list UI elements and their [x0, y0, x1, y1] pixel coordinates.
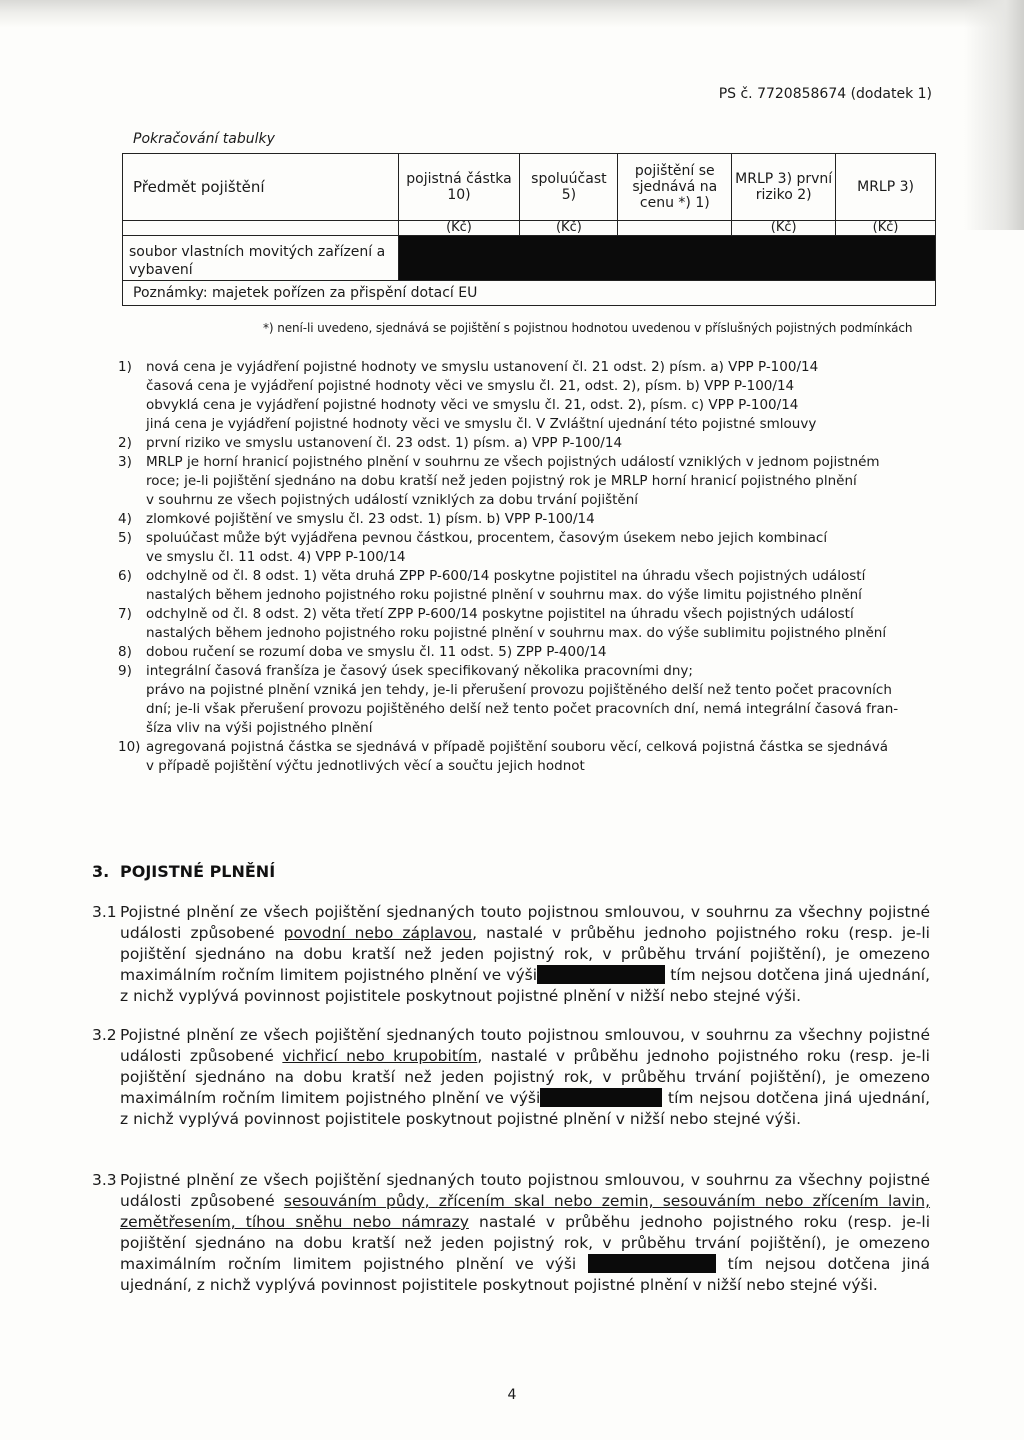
redacted-values — [398, 236, 935, 281]
footnote-number: 6) — [118, 568, 132, 584]
clause-3-2 — [92, 1025, 930, 1130]
table-notes: Poznámky: majetek pořízen za přispění dotací EU — [123, 281, 936, 306]
footnote-line: první riziko ve smyslu ustanovení čl. 23 odst. 1) písm. a) VPP P-100/14 — [146, 435, 623, 451]
clause-text: Pojistné plnění ze všech pojištění sjednaných touto pojistnou smlouvou, v souhrnu za všechny pojistné události způsobené sesouváním půdy, zřícením skal nebo zemin, sesouváním nebo zřícením lavin, zemětřesením, tíhou sněhu nebo námrazy nastalé v průběhu jednoho pojistného roku (resp. je-li pojištění sjednáno na dobu kratší než jeden pojistný rok, v průběhu trvání pojištění), je omezeno maximálním ročním limitem pojistného plnění ve výši tím nejsou dotčena jiná ujednání, z nichž vyplývá povinnost pojistitele poskytnout pojistné plnění v nižší nebo stejné výši. — [120, 1171, 931, 1294]
header-subject: Předmět pojištění — [123, 154, 399, 221]
clause-number: 3.2 — [92, 1026, 117, 1044]
unit-cell-empty — [123, 221, 399, 236]
redacted-amount — [588, 1254, 716, 1273]
footnote-line: obvyklá cena je vyjádření pojistné hodnoty věci ve smyslu čl. 21, odst. 2), písm. c) VPP P-100/14 — [146, 397, 799, 413]
unit-cell: (Kč) — [836, 221, 936, 236]
footnote-line: odchylně od čl. 8 odst. 2) věta třetí ZPP P-600/14 poskytne pojistitel na úhradu všech pojistných událostí — [146, 606, 854, 622]
unit-cell-empty — [618, 221, 732, 236]
clause-number: 3.3 — [92, 1171, 117, 1189]
clause-underlined-term: povodní nebo záplavou — [283, 924, 473, 942]
footnote-item — [118, 529, 938, 567]
footnote-line: nová cena je vyjádření pojistné hodnoty ve smyslu ustanovení čl. 21 odst. 2) písm. a) VPP P-100/14 — [146, 359, 819, 375]
footnote-line: jiná cena je vyjádření pojistné hodnoty věci ve smyslu čl. V Zvláštní ujednání této pojistné smlouvy — [146, 416, 817, 432]
header-mrlp-first-risk: MRLP 3) první riziko 2) — [732, 154, 836, 221]
footnote-line: odchylně od čl. 8 odst. 1) věta druhá ZPP P-600/14 poskytne pojistitel na úhradu všech pojistných událostí — [146, 568, 866, 584]
section-number: 3. — [92, 862, 110, 881]
footnote-number: 7) — [118, 606, 132, 622]
footnote-number: 10) — [118, 739, 141, 755]
footnote-text — [146, 453, 938, 510]
document-reference: PS č. 7720858674 (dodatek 1) — [718, 86, 932, 102]
clause-3-3 — [92, 1170, 930, 1296]
footnote-line: MRLP je horní hranicí pojistného plnění v souhrnu ze všech pojistných událostí vzniklých v jednom pojistném — [146, 454, 880, 470]
clause-underlined-term: sesouváním půdy, zřícením skal nebo zemin, sesouváním nebo zřícením lavin, zemětřesením, tíhou sněhu nebo námrazy — [120, 1192, 931, 1231]
clause-text: Pojistné plnění ze všech pojištění sjednaných touto pojistnou smlouvou, v souhrnu za všechny pojistné události způsobené povodní nebo záplavou, nastalé v průběhu jednoho pojistného roku (resp. je-li pojištění sjednáno na dobu kratší než jeden pojistný rok, v průběhu trvání pojištění), je omezeno maximálním ročním limitem pojistného plnění ve výši tím nejsou dotčena jiná ujednání, z nichž vyplývá povinnost pojistitele poskytnout pojistné plnění v nižší nebo stejné výši. — [120, 903, 931, 1005]
footnote-line: dní; je-li však přerušení provozu pojištěného delší než tento počet pracovních dní, nemá integrální časová fran- — [146, 701, 899, 717]
scan-shadow-top — [0, 0, 1024, 28]
redacted-amount — [540, 1088, 662, 1107]
footnote-line: agregovaná pojistná částka se sjednává v případě pojištění souboru věcí, celková pojistná částka se sjednává — [146, 739, 889, 755]
footnote-item — [118, 358, 938, 434]
footnote-text — [146, 510, 938, 529]
section-heading — [92, 862, 275, 881]
footnote-item — [118, 662, 938, 738]
footnote-line: časová cena je vyjádření pojistné hodnoty věci ve smyslu čl. 21, odst. 2), písm. b) VPP P-100/14 — [146, 378, 795, 394]
footnote-line: ve smyslu čl. 11 odst. 4) VPP P-100/14 — [146, 549, 406, 565]
footnote-line: nastalých během jednoho pojistného roku pojistné plnění v souhrnu max. do výše limitu pojistného plnění — [146, 587, 862, 603]
footnote-line: šíza vliv na výši pojistného plnění — [146, 720, 373, 736]
footnote-line: právo na pojistné plnění vzniká jen tehdy, je-li přerušení provozu pojištěného delší než tento počet pracovních — [146, 682, 892, 698]
footnote-text — [146, 738, 938, 776]
footnote-text — [146, 358, 938, 434]
clause-underlined-term: vichřicí nebo krupobitím — [282, 1047, 478, 1065]
header-valuation: pojištění se sjednává na cenu *) 1) — [618, 154, 732, 221]
clause-3-1 — [92, 902, 930, 1007]
footnote-number: 8) — [118, 644, 132, 660]
header-mrlp: MRLP 3) — [836, 154, 936, 221]
footnote-number: 4) — [118, 511, 132, 527]
footnote-number: 5) — [118, 530, 132, 546]
footnote-item — [118, 738, 938, 776]
footnote-line: spoluúčast může být vyjádřena pevnou částkou, procentem, časovým úsekem nebo jejich kombinací — [146, 530, 828, 546]
header-deductible: spoluúčast 5) — [520, 154, 618, 221]
footnote-item — [118, 453, 938, 510]
unit-cell: (Kč) — [732, 221, 836, 236]
footnote-text — [146, 434, 938, 453]
footnote-number: 3) — [118, 454, 132, 470]
footnote-line: zlomkové pojištění ve smyslu čl. 23 odst. 1) písm. b) VPP P-100/14 — [146, 511, 595, 527]
footnote-text — [146, 643, 938, 662]
section-title: POJISTNÉ PLNĚNÍ — [120, 862, 276, 881]
clause-number: 3.1 — [92, 903, 117, 921]
page-number: 4 — [507, 1387, 517, 1403]
asterisk-note: *) není-li uvedeno, sjednává se pojištění s pojistnou hodnotou uvedenou v příslušných pojistných podmínkách — [263, 321, 913, 335]
insurance-table — [122, 153, 936, 306]
footnote-text — [146, 605, 938, 643]
footnote-item — [118, 567, 938, 605]
footnote-number: 1) — [118, 359, 132, 375]
footnote-text — [146, 567, 938, 605]
row-subject: soubor vlastních movitých zařízení a vybavení — [123, 236, 399, 281]
footnote-text — [146, 662, 938, 738]
footnote-number: 2) — [118, 435, 132, 451]
footnote-item — [118, 434, 938, 453]
footnote-line: v souhrnu ze všech pojistných událostí vzniklých za dobu trvání pojištění — [146, 492, 639, 508]
footnote-item — [118, 510, 938, 529]
footnote-line: dobou ručení se rozumí doba ve smyslu čl. 11 odst. 5) ZPP P-400/14 — [146, 644, 607, 660]
unit-cell: (Kč) — [520, 221, 618, 236]
header-sum-insured: pojistná částka 10) — [398, 154, 520, 221]
footnote-line: nastalých během jednoho pojistného roku pojistné plnění v souhrnu max. do výše sublimitu pojistného plnění — [146, 625, 887, 641]
footnote-line: integrální časová franšíza je časový úsek specifikovaný několika pracovními dny; — [146, 663, 693, 679]
footnote-number: 9) — [118, 663, 132, 679]
footnote-item — [118, 605, 938, 643]
footnote-item — [118, 643, 938, 662]
footnotes-list — [118, 358, 938, 776]
footnote-line: roce; je-li pojištění sjednáno na dobu kratší než jeden pojistný rok je MRLP horní hranicí pojistného plnění — [146, 473, 857, 489]
unit-cell: (Kč) — [398, 221, 520, 236]
footnote-text — [146, 529, 938, 567]
table-caption: Pokračování tabulky — [133, 131, 275, 147]
redacted-amount — [537, 965, 665, 984]
clause-text: Pojistné plnění ze všech pojištění sjednaných touto pojistnou smlouvou, v souhrnu za všechny pojistné události způsobené vichřicí nebo krupobitím, nastalé v průběhu jednoho pojistného roku (resp. je-li pojištění sjednáno na dobu kratší než jeden pojistný rok, v průběhu trvání pojištění), je omezeno maximálním ročním limitem pojistného plnění ve výši tím nejsou dotčena jiná ujednání, z nichž vyplývá povinnost pojistitele poskytnout pojistné plnění v nižší nebo stejné výši. — [120, 1026, 931, 1128]
scan-shadow-right — [964, 0, 1024, 230]
footnote-line: v případě pojištění výčtu jednotlivých věcí a součtu jejich hodnot — [146, 758, 585, 774]
